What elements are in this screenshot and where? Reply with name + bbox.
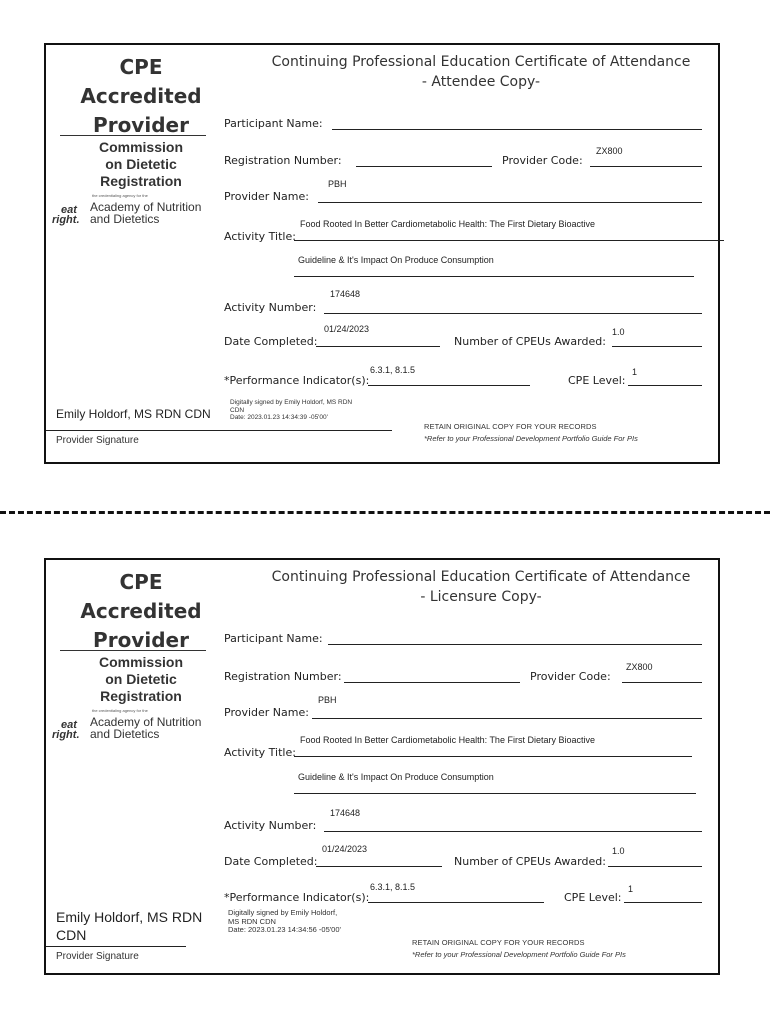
certificate-title: Continuing Professional Education Certificate of Attendance (271, 54, 691, 70)
academy-line-1: Academy of Nutrition (90, 200, 202, 214)
cpe-level-value: 1 (632, 367, 638, 377)
activity-title-value-2: Guideline & It's Impact On Produce Consumption (298, 772, 494, 782)
cpeus-awarded-line (612, 346, 702, 347)
registration-number-label: Registration Number: (224, 670, 342, 683)
provider-code-line (622, 682, 702, 683)
cpeus-awarded-line (608, 866, 702, 867)
cpeus-awarded-label: Number of CPEUs Awarded: (454, 855, 606, 868)
participant-name-line (332, 129, 702, 130)
certificate-attendee-copy (44, 43, 720, 464)
provider-code-label: Provider Code: (530, 670, 611, 683)
registration-number-label: Registration Number: (224, 154, 342, 167)
certificate-title: Continuing Professional Education Certificate of Attendance (271, 569, 691, 585)
digital-signature-line-1: Digitally signed by Emily Holdorf, (228, 908, 338, 917)
performance-indicators-line (368, 902, 544, 903)
digital-signature-line-1: Digitally signed by Emily Holdorf, MS RDN (230, 399, 353, 406)
date-completed-line (316, 346, 440, 347)
eat-right-logo (52, 205, 80, 225)
performance-indicators-label: *Performance Indicator(s): (224, 374, 370, 387)
provider-name-value: PBH (318, 695, 337, 705)
cdr-line-2: on Dietetic (105, 156, 177, 172)
cdr-line-3: Registration (100, 173, 182, 189)
signer-name (56, 908, 202, 944)
activity-number-line (324, 313, 702, 314)
digital-signature-block (230, 399, 352, 422)
certificate-copy-type: - Licensure Copy- (420, 589, 542, 605)
cpe-line-1: CPE (119, 570, 163, 594)
retain-notice: RETAIN ORIGINAL COPY FOR YOUR RECORDS (412, 938, 585, 947)
cpe-line-1: CPE (119, 55, 163, 79)
digital-signature-line-3: Date: 2023.01.23 14:34:56 -05'00' (228, 925, 341, 934)
signature-line (46, 946, 186, 947)
academy-line-1: Academy of Nutrition (90, 715, 202, 729)
academy-line-2: and Dietetics (90, 212, 160, 226)
eat-right-logo (52, 720, 80, 740)
registration-number-line (344, 682, 520, 683)
signer-name (56, 407, 211, 422)
cpeus-awarded-label: Number of CPEUs Awarded: (454, 335, 606, 348)
digital-signature-block (228, 909, 341, 935)
provider-code-line (590, 166, 702, 167)
cpe-level-value: 1 (628, 884, 634, 894)
activity-title-line-1 (294, 240, 724, 241)
cpe-level-label: CPE Level: (568, 374, 626, 387)
provider-code-value: ZX800 (626, 662, 653, 672)
participant-name-line (328, 644, 702, 645)
eat-right-word-2: right. (52, 729, 80, 741)
performance-indicators-value: 6.3.1, 8.1.5 (370, 882, 416, 892)
cut-line (0, 511, 770, 514)
certificate-copy-type: - Attendee Copy- (421, 74, 541, 90)
cdr-line-2: on Dietetic (105, 671, 177, 687)
signer-name-line-1: Emily Holdorf, MS RDN (56, 909, 203, 925)
cpe-line-3: Provider (93, 113, 189, 137)
activity-number-value: 174648 (330, 289, 361, 299)
eat-right-word-2: right. (52, 214, 80, 226)
signature-line (46, 430, 392, 431)
provider-signature-label: Provider Signature (56, 951, 139, 962)
activity-title-line-2 (294, 276, 694, 277)
academy-line-2: and Dietetics (90, 727, 160, 741)
activity-title-value-2: Guideline & It's Impact On Produce Consumption (298, 255, 494, 265)
cdr-line-1: Commission (98, 139, 183, 155)
certificate-licensure-copy (44, 558, 720, 975)
cdr-tagline: the credentialing agency for the (92, 193, 148, 198)
digital-signature-line-2: CDN (230, 406, 245, 414)
cpe-line-2: Accredited (80, 599, 202, 623)
refer-notice: *Refer to your Professional Development Portfolio Guide For PIs (424, 434, 638, 443)
date-completed-value: 01/24/2023 (322, 844, 368, 854)
performance-indicators-value: 6.3.1, 8.1.5 (370, 365, 416, 375)
participant-name-label: Participant Name: (224, 632, 323, 645)
date-completed-label: Date Completed: (224, 855, 318, 868)
cpe-level-line (624, 902, 702, 903)
cdr-line-1: Commission (98, 654, 183, 670)
provider-name-line (318, 202, 702, 203)
cpeus-awarded-value: 1.0 (612, 327, 625, 337)
performance-indicators-line (368, 385, 530, 386)
eat-right-word-1: eat (61, 204, 77, 216)
date-completed-line (316, 866, 442, 867)
date-completed-value: 01/24/2023 (324, 324, 370, 334)
provider-signature-label: Provider Signature (56, 435, 139, 446)
registration-number-line (356, 166, 492, 167)
activity-title-value-1: Food Rooted In Better Cardiometabolic Health: The First Dietary Bioactive (300, 219, 595, 229)
activity-number-value: 174648 (330, 808, 361, 818)
cpe-line-3: Provider (93, 628, 189, 652)
cpe-line-2: Accredited (80, 84, 202, 108)
cpe-level-line (628, 385, 702, 386)
digital-signature-line-2: MS RDN CDN (228, 916, 276, 926)
refer-notice: *Refer to your Professional Development Portfolio Guide For PIs (412, 950, 626, 959)
digital-signature-line-3: Date: 2023.01.23 14:34:39 -05'00' (230, 414, 328, 421)
performance-indicators-label: *Performance Indicator(s): (224, 891, 370, 904)
cdr-line-3: Registration (100, 688, 182, 704)
provider-name-label: Provider Name: (224, 706, 309, 719)
participant-name-label: Participant Name: (224, 117, 323, 130)
provider-code-label: Provider Code: (502, 154, 583, 167)
eat-right-word-1: eat (61, 719, 77, 731)
retain-notice: RETAIN ORIGINAL COPY FOR YOUR RECORDS (424, 422, 597, 431)
cpeus-awarded-value: 1.0 (612, 846, 625, 856)
logo-divider (60, 135, 206, 136)
activity-title-label: Activity Title: (224, 230, 296, 243)
provider-code-value: ZX800 (596, 146, 623, 156)
signer-name-line-1: Emily Holdorf, MS RDN CDN (56, 407, 211, 421)
activity-number-label: Activity Number: (224, 819, 317, 832)
activity-title-label: Activity Title: (224, 746, 296, 759)
cdr-tagline: the credentialing agency for the (92, 708, 148, 713)
activity-title-line-1 (294, 756, 692, 757)
signer-name-line-2: CDN (56, 927, 87, 943)
provider-name-line (312, 718, 702, 719)
activity-title-line-2 (294, 793, 696, 794)
cpe-level-label: CPE Level: (564, 891, 622, 904)
activity-number-line (324, 831, 702, 832)
provider-name-label: Provider Name: (224, 190, 309, 203)
activity-title-value-1: Food Rooted In Better Cardiometabolic Health: The First Dietary Bioactive (300, 735, 595, 745)
activity-number-label: Activity Number: (224, 301, 317, 314)
date-completed-label: Date Completed: (224, 335, 318, 348)
logo-divider (60, 650, 206, 651)
provider-name-value: PBH (328, 179, 347, 189)
